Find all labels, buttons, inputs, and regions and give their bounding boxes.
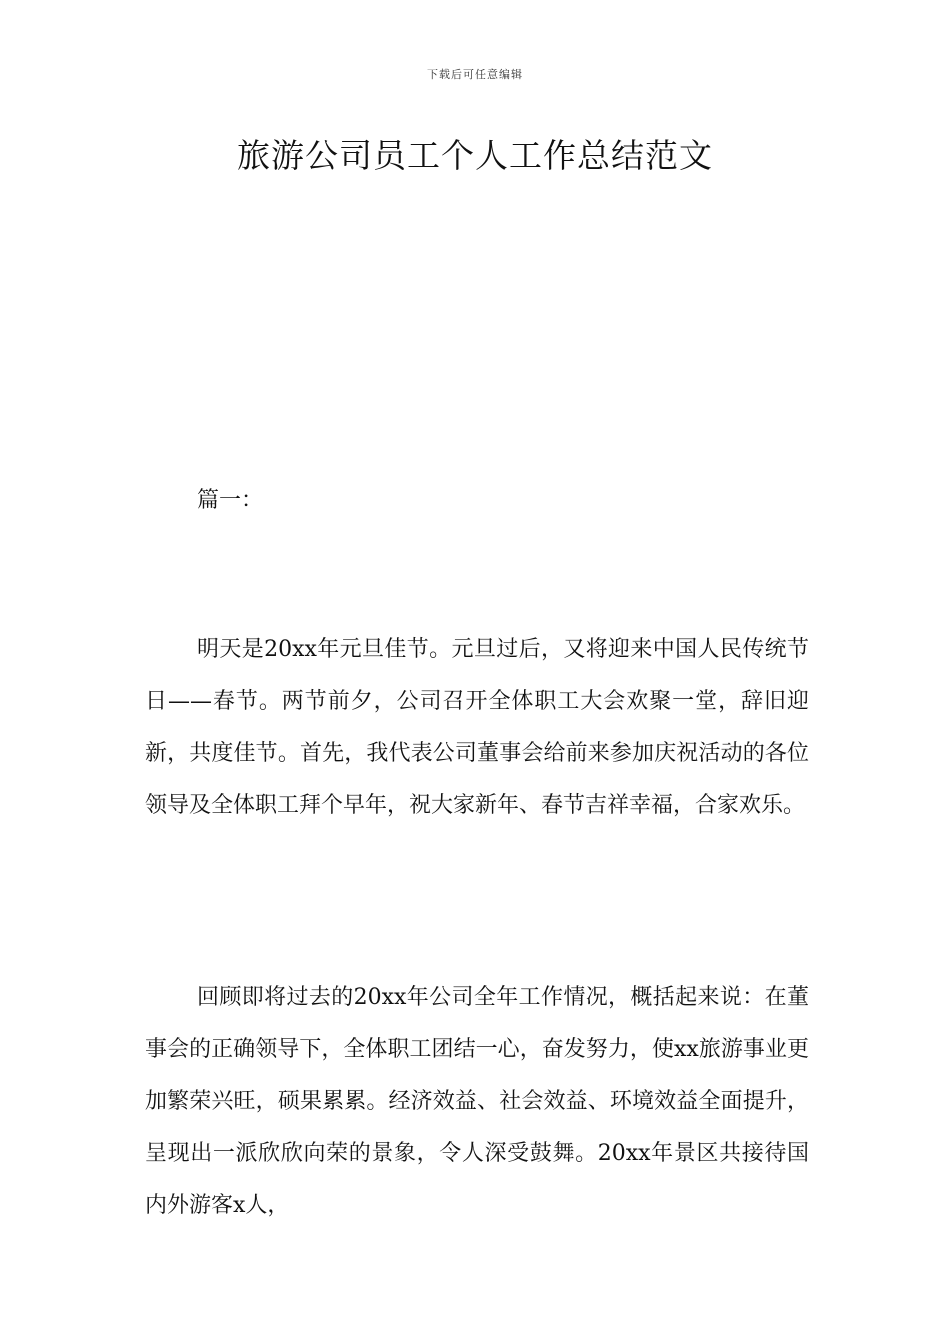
paragraph-1: 明天是20xx年元旦佳节。元旦过后，又将迎来中国人民传统节日——春节。两节前夕，公司召开全体职工大会欢聚一堂，辞旧迎新，共度佳节。首先，我代表公司董事会给前来参加庆祝活动的各位领导及全体职工拜个早年，祝大家新年、春节吉祥幸福，合家欢乐。	[145, 637, 809, 818]
paragraph-2: 回顾即将过去的20xx年公司全年工作情况，概括起来说：在董事会的正确领导下，全体职工团结一心，奋发努力，使xx旅游事业更加繁荣兴旺，硕果累累。经济效益、社会效益、环境效益全面提升，呈现出一派欣欣向荣的景象，令人深受鼓舞。20xx年景区共接待国内外游客x人，	[145, 985, 809, 1218]
document-title: 旅游公司员工个人工作总结范文	[237, 136, 713, 175]
section-label: 篇一：	[197, 488, 264, 513]
header-note: 下载后可任意编辑	[427, 68, 523, 81]
